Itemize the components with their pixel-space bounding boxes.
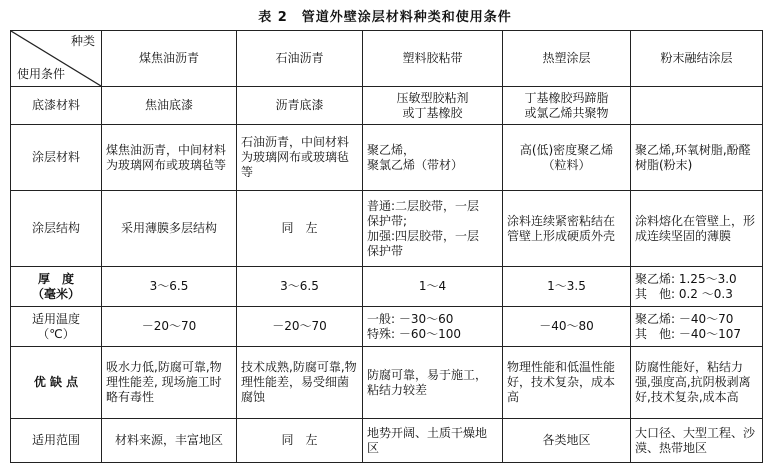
column-header: 石油沥青 bbox=[237, 31, 363, 87]
table-row bbox=[11, 347, 763, 419]
header-row bbox=[11, 31, 763, 87]
table-cell: 大口径、大型工程、沙漠、热带地区 bbox=[631, 419, 763, 463]
table-cell: 普通:二层胶带，一层 保护带; 加强:四层胶带，一层 保护带 bbox=[363, 191, 503, 267]
table-cell: 涂料连续紧密粘结在管壁上形成硬质外壳 bbox=[503, 191, 631, 267]
table-row bbox=[11, 191, 763, 267]
table-cell: 石油沥青，中间材料为玻璃网布或玻璃毡等 bbox=[237, 125, 363, 191]
row-label: 适用范围 bbox=[11, 419, 102, 463]
table-row bbox=[11, 125, 763, 191]
table-cell: 防腐性能好，粘结力强,强度高,抗阴极剥离好,技术复杂,成本高 bbox=[631, 347, 763, 419]
table-cell: 1～4 bbox=[363, 267, 503, 307]
table-cell: 煤焦油沥青，中间材料为玻璃网布或玻璃毡等 bbox=[102, 125, 237, 191]
column-header: 煤焦油沥青 bbox=[102, 31, 237, 87]
table-cell: 聚乙烯， 聚氯乙烯（带材） bbox=[363, 125, 503, 191]
table-cell: 沥青底漆 bbox=[237, 87, 363, 125]
table-cell: －20～70 bbox=[237, 307, 363, 347]
table-cell: 3～6.5 bbox=[102, 267, 237, 307]
table-cell: 同 左 bbox=[237, 191, 363, 267]
corner-label-conditions: 使用条件 bbox=[17, 67, 66, 81]
table-cell: 防腐可靠，易于施工，粘结力较差 bbox=[363, 347, 503, 419]
table-cell: －20～70 bbox=[102, 307, 237, 347]
row-label: 厚 度 （毫米） bbox=[11, 267, 102, 307]
column-header: 塑料胶粘带 bbox=[363, 31, 503, 87]
table-cell: 技术成熟,防腐可靠,物理性能差，易受细菌腐蚀 bbox=[237, 347, 363, 419]
table-cell: 吸水力低,防腐可靠,物理性能差, 现场施工时略有毒性 bbox=[102, 347, 237, 419]
table-cell: 一般: －30～60 特殊: －60～100 bbox=[363, 307, 503, 347]
table-title: 表 2 管道外壁涂层材料种类和使用条件 bbox=[258, 10, 512, 25]
table-cell: －40～80 bbox=[503, 307, 631, 347]
table-cell: 1～3.5 bbox=[503, 267, 631, 307]
corner-label-types: 种类 bbox=[70, 34, 95, 48]
table-cell: 同 左 bbox=[237, 419, 363, 463]
row-label: 优 缺 点 bbox=[11, 347, 102, 419]
table-cell: 材料来源，丰富地区 bbox=[102, 419, 237, 463]
table-row bbox=[11, 267, 763, 307]
corner-cell bbox=[11, 31, 102, 87]
table-cell: 涂料熔化在管壁上，形成连续坚固的薄膜 bbox=[631, 191, 763, 267]
table-cell bbox=[631, 87, 763, 125]
table-row bbox=[11, 307, 763, 347]
column-header: 热塑涂层 bbox=[503, 31, 631, 87]
table-row bbox=[11, 87, 763, 125]
coating-materials-table bbox=[10, 30, 763, 463]
table-cell: 聚乙烯: －40～70 其 他: －40～107 bbox=[631, 307, 763, 347]
table-cell: 地势开阔、土质干燥地区 bbox=[363, 419, 503, 463]
table-cell: 3～6.5 bbox=[237, 267, 363, 307]
row-label: 涂层结构 bbox=[11, 191, 102, 267]
table-cell: 采用薄膜多层结构 bbox=[102, 191, 237, 267]
table-cell: 各类地区 bbox=[503, 419, 631, 463]
row-label: 底漆材料 bbox=[11, 87, 102, 125]
table-cell: 高(低)密度聚乙烯 （粒料） bbox=[503, 125, 631, 191]
column-header: 粉末融结涂层 bbox=[631, 31, 763, 87]
table-cell: 聚乙烯,环氧树脂,酚醛树脂(粉末) bbox=[631, 125, 763, 191]
table-row bbox=[11, 419, 763, 463]
table-cell: 压敏型胶粘剂 或丁基橡胶 bbox=[363, 87, 503, 125]
row-label: 涂层材料 bbox=[11, 125, 102, 191]
row-label: 适用温度 （℃） bbox=[11, 307, 102, 347]
table-cell: 焦油底漆 bbox=[102, 87, 237, 125]
table-cell: 物理性能和低温性能好，技术复杂，成本高 bbox=[503, 347, 631, 419]
table-cell: 聚乙烯: 1.25～3.0 其 他: 0.2 ～0.3 bbox=[631, 267, 763, 307]
table-cell: 丁基橡胶玛蹄脂 或氯乙烯共聚物 bbox=[503, 87, 631, 125]
